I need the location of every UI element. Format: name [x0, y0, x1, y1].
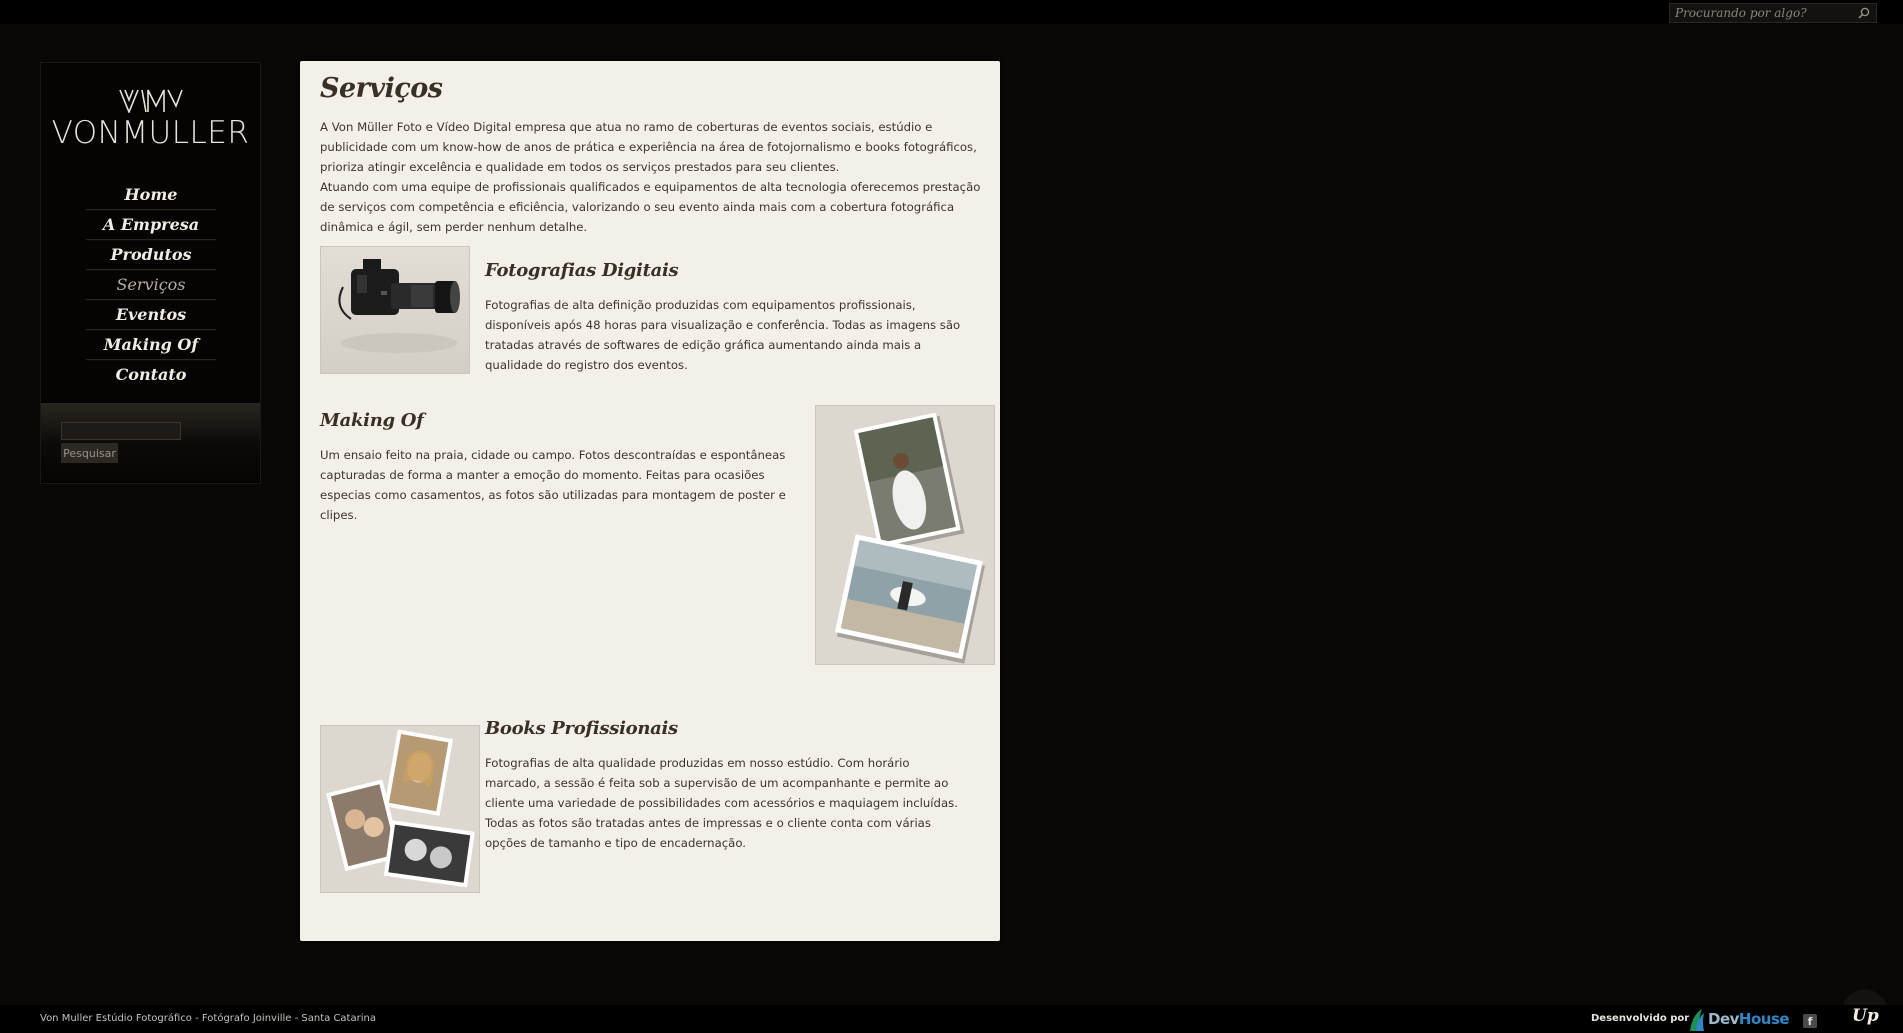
- section-text: Um ensaio feito na praia, cidade ou campo. Fotos descontraídas e espontâneas capturadas de forma a manter a emoção do momento. Feitas para ocasiões especias como casamentos, as fotos são utilizadas para montagem de poster e clipes.: [320, 448, 786, 522]
- nav-item-a-empresa[interactable]: A Empresa: [86, 210, 216, 240]
- facebook-icon[interactable]: f: [1803, 1014, 1817, 1028]
- camera-photo-icon: [321, 247, 469, 373]
- section-title: Fotografias Digitais: [485, 260, 679, 281]
- wedding-photos-icon: [816, 406, 994, 664]
- developed-by-label: Desenvolvido por: [1591, 1013, 1690, 1024]
- top-bar: [0, 0, 1903, 24]
- nav-item-contato[interactable]: Contato: [115, 365, 187, 384]
- footer: [0, 1005, 1903, 1033]
- footer-text: Von Muller Estúdio Fotográfico - Fotógrafo Joinville - Santa Catarina: [40, 1013, 376, 1024]
- logo[interactable]: [41, 89, 260, 151]
- page-title: Serviços: [320, 73, 443, 104]
- devhouse-text-dev: Dev: [1708, 1010, 1739, 1028]
- main-nav: [86, 180, 216, 389]
- wedding-photos: [815, 405, 995, 665]
- intro-paragraph: A Von Müller Foto e Vídeo Digital empresa que atua no ramo de coberturas de eventos sociais, estúdio e publicidade com um know-how de anos de prática e experiência na área de fotojornalismo e books fotográficos, prioriza atingir excelência e qualidade em todos os serviços prestados para seu clientes.: [320, 120, 977, 174]
- sidebar-search: [41, 403, 260, 483]
- section-text: Fotografias de alta qualidade produzidas em nosso estúdio. Com horário marcado, a sessão é feita sob a supervisão de um acompanhante e permite ao cliente uma variedade de possibilidades com acessórios e maquiagem incluídas. Todas as fotos são tratadas antes de impressas e o cliente conta com várias opções de tamanho e tipo de encadernação.: [485, 756, 958, 850]
- content-panel: [300, 61, 1000, 941]
- logo-text: VONMULLER: [51, 115, 250, 151]
- nav-item-servicos[interactable]: Serviços: [86, 270, 216, 300]
- devhouse-text-house: House: [1738, 1010, 1790, 1028]
- search-icon[interactable]: [1858, 7, 1870, 19]
- devhouse-logo-icon: [1688, 1007, 1706, 1031]
- sidebar-search-button[interactable]: Pesquisar: [61, 443, 118, 463]
- top-search-input[interactable]: [1670, 4, 1855, 22]
- nav-item-making-of[interactable]: Making Of: [86, 330, 216, 360]
- portrait-photos: [320, 725, 480, 893]
- nav-item-eventos[interactable]: Eventos: [86, 300, 216, 330]
- logo-mark-icon: [118, 89, 184, 113]
- nav-item-produtos[interactable]: Produtos: [86, 240, 216, 270]
- sidebar: [40, 62, 261, 484]
- camera-photo: [320, 246, 470, 374]
- top-search-box: [1669, 3, 1877, 23]
- nav-item-home[interactable]: Home: [86, 180, 216, 210]
- intro-paragraph: Atuando com uma equipe de profissionais qualificados e equipamentos de alta tecnologia oferecemos prestação de serviços com competência e eficiência, valorizando o seu evento ainda mais com a cobertura fotográfica dinâmica e ágil, sem perder nenhum detalhe.: [320, 180, 981, 234]
- section-title: Making Of: [320, 410, 424, 431]
- portrait-photos-icon: [321, 726, 479, 892]
- scroll-up-button[interactable]: Up: [1852, 1006, 1879, 1026]
- devhouse-text: [1708, 1010, 1789, 1028]
- section-text: Fotografias de alta definição produzidas com equipamentos profissionais, disponíveis após 48 horas para visualização e conferência. Todas as imagens são tratadas através de softwares de edição gráfica aumentando ainda mais a qualidade do registro dos eventos.: [485, 298, 961, 372]
- sidebar-search-input[interactable]: [61, 422, 181, 440]
- intro-text: [320, 117, 985, 237]
- section-title: Books Profissionais: [485, 718, 678, 739]
